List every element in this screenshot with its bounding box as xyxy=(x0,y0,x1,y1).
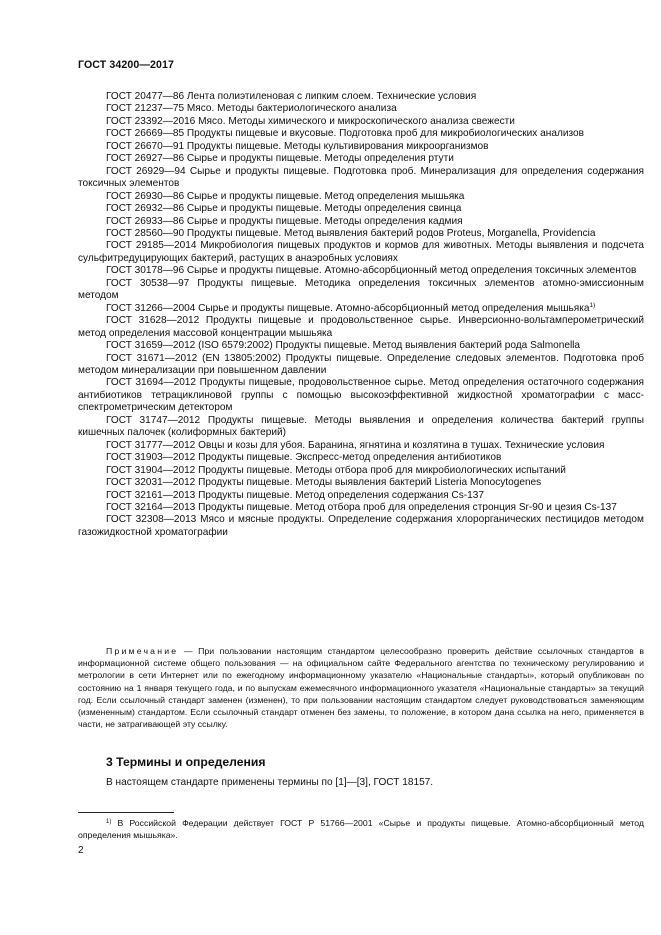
note-label: Примечание xyxy=(106,646,179,656)
document-header: ГОСТ 34200—2017 xyxy=(78,59,175,71)
reference-item: ГОСТ 26933—86 Сырье и продукты пищевые. Методы определения кадмия xyxy=(106,215,463,227)
reference-item: ГОСТ 32164—2013 Продукты пищевые. Метод отбора проб для определения стронция Sr-90 и цезия Cs-137 xyxy=(106,501,617,513)
reference-item: ГОСТ 32308—2013 Мясо и мясные продукты. Определение содержания хлорорганических пестицидов методом газожидкостной хроматографии xyxy=(78,514,644,538)
footnote-divider xyxy=(78,812,174,813)
reference-item: ГОСТ 26929—94 Сырье и продукты пищевые. Подготовка проб. Минерализация для определения содержания токсичных элементов xyxy=(78,165,644,190)
reference-item: ГОСТ 31903—2012 Продукты пищевые. Экспресс-метод определения антибиотиков xyxy=(106,452,502,464)
reference-item: ГОСТ 30178—96 Сырье и продукты пищевые. Атомно-абсорбционный метод определения токсичных элементов xyxy=(106,265,637,277)
footnote xyxy=(78,817,644,841)
reference-item: ГОСТ 31628—2012 Продукты пищевые и продовольственное сырье. Инверсионно-вольтамперометрический метод определения массовой концентрации мышьяка xyxy=(78,315,644,339)
section-paragraph: В настоящем стандарте применены термины по [1]—[3], ГОСТ 18157. xyxy=(106,777,434,788)
reference-item: ГОСТ 31659—2012 (ISO 6579:2002) Продукты пищевые. Метод выявления бактерий рода Salmonella xyxy=(106,340,581,352)
note-dash: — xyxy=(178,646,199,656)
reference-item: ГОСТ 28560—90 Продукты пищевые. Метод выявления бактерий родов Proteus, Morganella, Providencia xyxy=(106,227,596,239)
note-text: При пользовании настоящим стандартом целесообразно проверить действие ссылочных стандартов в информационной системе общего пользования — на официальном сайте Федерального агентства по техническому регулированию и метрологии в сети Интернет или по ежегодному информационному указателю «Национальные стандарты», который опубликован по состоянию на 1 января текущего года, и по выпускам ежемесячного информационного указателя «Национальные стандарты» за текущий год. Если ссылочный стандарт заменен (изменен), то при пользовании настоящим стандартом следует руководствоваться заменяющим (измененным) стандартом. Если ссылочный стандарт отменен без замены, то положение, в котором дана ссылка на него, применяется в части, не затрагивающей эту ссылку. xyxy=(78,646,644,730)
reference-item: ГОСТ 32161—2013 Продукты пищевые. Метод определения содержания Cs-137 xyxy=(106,489,484,501)
footnote-marker: 1) xyxy=(589,301,596,309)
reference-item: ГОСТ 31694—2012 Продукты пищевые, продовольственное сырье. Метод определения остаточного содержания антибиотиков тетрациклиновой группы с помощью высокоэффективной жидкостной хроматографии с масс-спектрометрическим детектором xyxy=(78,377,644,414)
reference-item: ГОСТ 23392—2016 Мясо. Методы химического и микроскопического анализа свежести xyxy=(106,115,515,127)
footnote-text: В Российской Федерации действует ГОСТ Р 51766—2001 «Сырье и продукты пищевые. Атомно-абсорбционный метод определения мышьяка». xyxy=(78,818,644,841)
reference-item: ГОСТ 31904—2012 Продукты пищевые. Методы отбора проб для микробиологических испытаний xyxy=(106,464,566,476)
reference-item: ГОСТ 26669—85 Продукты пищевые и вкусовые. Подготовка проб для микробиологических анализов xyxy=(106,128,584,140)
normative-references-list xyxy=(78,91,644,539)
reference-item: ГОСТ 32031—2012 Продукты пищевые. Методы выявления бактерий Listeria Monocytogenes xyxy=(106,477,542,489)
reference-item: ГОСТ 30538—97 Продукты пищевые. Методика определения токсичных элементов атомно-эмиссионным методом xyxy=(78,277,644,302)
page-number: 2 xyxy=(78,845,84,856)
references-note xyxy=(78,645,644,730)
reference-item: ГОСТ 29185—2014 Микробиология пищевых продуктов и кормов для животных. Методы выявления и подсчета сульфитредуцирующих бактерий, растущих в анаэробных условиях xyxy=(78,240,644,264)
reference-item: ГОСТ 26670—91 Продукты пищевые. Методы культивирования микроорганизмов xyxy=(106,140,489,152)
reference-item: ГОСТ 31671—2012 (EN 13805:2002) Продукты пищевые. Определение следовых элементов. Подготовка проб методом минерализации при повышенном давлении xyxy=(78,352,644,376)
footnote-number: 1) xyxy=(106,819,112,825)
reference-item: ГОСТ 31777—2012 Овцы и козы для убоя. Баранина, ягнятина и козлятина в тушах. Технические условия xyxy=(106,439,605,451)
reference-item: ГОСТ 21237—75 Мясо. Методы бактериологического анализа xyxy=(106,103,397,115)
reference-item: ГОСТ 26927—86 Сырье и продукты пищевые. Методы определения ртути xyxy=(106,153,454,165)
reference-item: ГОСТ 26930—86 Сырье и продукты пищевые. Метод определения мышьяка xyxy=(106,190,465,202)
reference-item-with-footnote xyxy=(78,303,644,315)
reference-item: ГОСТ 26932—86 Сырье и продукты пищевые. Методы определения свинца xyxy=(106,203,462,215)
section-heading: 3 Термины и определения xyxy=(106,755,266,769)
reference-text: ГОСТ 31266—2004 Сырье и продукты пищевые. Атомно-абсорбционный метод определения мышьяка xyxy=(106,302,590,314)
reference-item: ГОСТ 31747—2012 Продукты пищевые. Методы выявления и определения количества бактерий группы кишечных палочек (колиформных бактерий) xyxy=(78,414,644,439)
reference-item: ГОСТ 20477—86 Лента полиэтиленовая с липким слоем. Технические условия xyxy=(106,91,477,102)
